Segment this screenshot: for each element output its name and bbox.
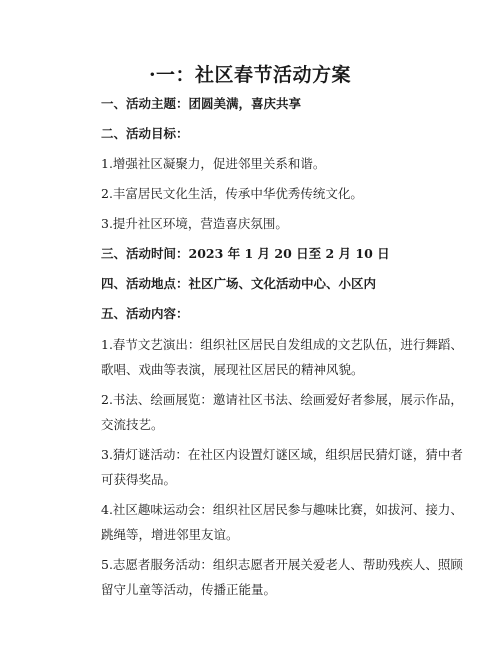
item-1-line-1: 1.春节文艺演出：组织社区居民自发组成的文艺队伍，进行舞蹈、 — [101, 337, 463, 352]
goal-1: 1.增强社区凝聚力，促进邻里关系和谐。 — [101, 156, 326, 171]
item-4-line-1: 4.社区趣味运动会：组织社区居民参与趣味比赛，如拔河、接力、 — [101, 502, 463, 517]
document-title: ·一：社区春节活动方案 — [148, 64, 352, 86]
item-5-line-2: 留守儿童等活动，传播正能量。 — [101, 582, 277, 597]
item-3-line-1: 3.猜灯谜活动：在社区内设置灯谜区域，组织居民猜灯谜，猜中者 — [101, 447, 463, 462]
time-line: 三、活动时间：2023 年 1 月 20 日至 2 月 10 日 — [101, 246, 390, 261]
goal-2: 2.丰富居民文化生活，传承中华优秀传统文化。 — [101, 186, 363, 201]
goals-heading: 二、活动目标： — [101, 126, 189, 141]
goal-3: 3.提升社区环境，营造喜庆氛围。 — [101, 216, 288, 231]
theme-line: 一、活动主题：团圆美满，喜庆共享 — [101, 96, 302, 111]
item-1-line-2: 歌唱、戏曲等表演，展现社区居民的精神风貌。 — [101, 362, 364, 377]
item-2-line-1: 2.书法、绘画展览：邀请社区书法、绘画爱好者参展，展示作品， — [101, 392, 463, 407]
item-5-line-1: 5.志愿者服务活动：组织志愿者开展关爱老人、帮助残疾人、照顾 — [101, 557, 463, 572]
item-4-line-2: 跳绳等，增进邻里友谊。 — [101, 527, 239, 542]
item-3-line-2: 可获得奖品。 — [101, 472, 177, 487]
content-heading: 五、活动内容： — [101, 306, 189, 321]
item-2-line-2: 交流技艺。 — [101, 417, 164, 432]
place-line: 四、活动地点：社区广场、文化活动中心、小区内 — [101, 276, 377, 291]
